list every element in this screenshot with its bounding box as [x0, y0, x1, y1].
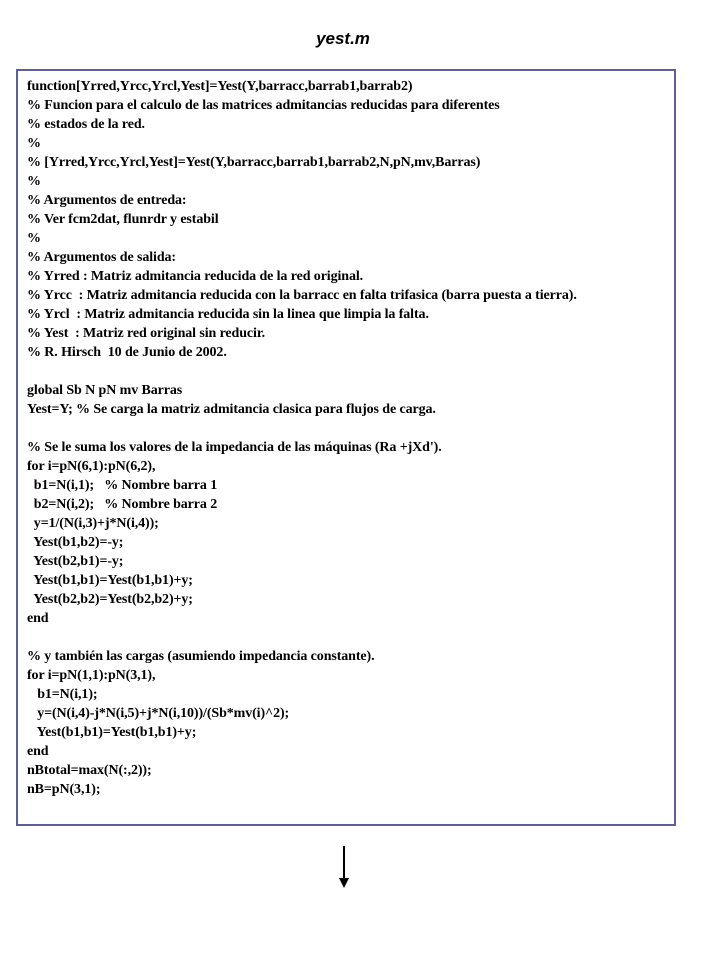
code-line [27, 362, 670, 381]
code-line: b1=N(i,1); [27, 687, 98, 702]
code-line: Yest(b2,b1)=-y; [27, 554, 124, 569]
code-line: function[Yrred,Yrcc,Yrcl,Yest]=Yest(Y,barracc,barrab1,barrab2) [27, 79, 413, 94]
code-line: b2=N(i,2); % Nombre barra 2 [27, 497, 218, 512]
code-listing [27, 77, 670, 799]
code-line: % Yrred : Matriz admitancia reducida de la red original. [27, 269, 364, 284]
code-line: nBtotal=max(N(:,2)); [27, 763, 152, 778]
code-line: % [27, 174, 41, 189]
code-line: % Argumentos de salida: [27, 250, 176, 265]
code-line: % y también las cargas (asumiendo impedancia constante). [27, 649, 375, 664]
code-line [27, 419, 670, 438]
code-line: % Yrcl : Matriz admitancia reducida sin la linea que limpia la falta. [27, 307, 429, 322]
arrow-down-icon [337, 846, 351, 888]
code-line: Yest(b1,b1)=Yest(b1,b1)+y; [27, 725, 197, 740]
document-title: yest.m [316, 29, 370, 48]
code-line: Yest(b2,b2)=Yest(b2,b2)+y; [27, 592, 193, 607]
code-line: % Se le suma los valores de la impedancia de las máquinas (Ra +jXd'). [27, 440, 442, 455]
code-line: % Argumentos de entreda: [27, 193, 187, 208]
code-line: % Funcion para el calculo de las matrices admitancias reducidas para diferentes [27, 98, 500, 113]
code-line: % [27, 136, 41, 151]
code-line: nB=pN(3,1); [27, 782, 101, 797]
code-line: % [Yrred,Yrcc,Yrcl,Yest]=Yest(Y,barracc,barrab1,barrab2,N,pN,mv,Barras) [27, 155, 481, 170]
code-line [27, 628, 670, 647]
code-line: Yest(b1,b1)=Yest(b1,b1)+y; [27, 573, 193, 588]
code-listing-box [16, 69, 676, 826]
code-line: global Sb N pN mv Barras [27, 383, 183, 398]
code-line: Yest(b1,b2)=-y; [27, 535, 124, 550]
code-line: % Yrcc : Matriz admitancia reducida con la barracc en falta trifasica (barra puesta a tierra). [27, 288, 577, 303]
code-line: % estados de la red. [27, 117, 145, 132]
code-line: % [27, 231, 41, 246]
code-line: b1=N(i,1); % Nombre barra 1 [27, 478, 218, 493]
code-line: end [27, 744, 49, 759]
code-line: % Yest : Matriz red original sin reducir. [27, 326, 266, 341]
code-line: % R. Hirsch 10 de Junio de 2002. [27, 345, 227, 360]
code-line: y=1/(N(i,3)+j*N(i,4)); [27, 516, 159, 531]
code-line: for i=pN(1,1):pN(3,1), [27, 668, 156, 683]
code-line: y=(N(i,4)-j*N(i,5)+j*N(i,10))/(Sb*mv(i)^2); [27, 706, 290, 721]
code-line: for i=pN(6,1):pN(6,2), [27, 459, 156, 474]
code-line: % Ver fcm2dat, flunrdr y estabil [27, 212, 219, 227]
code-line: Yest=Y; % Se carga la matriz admitancia clasica para flujos de carga. [27, 402, 436, 417]
code-line: end [27, 611, 49, 626]
